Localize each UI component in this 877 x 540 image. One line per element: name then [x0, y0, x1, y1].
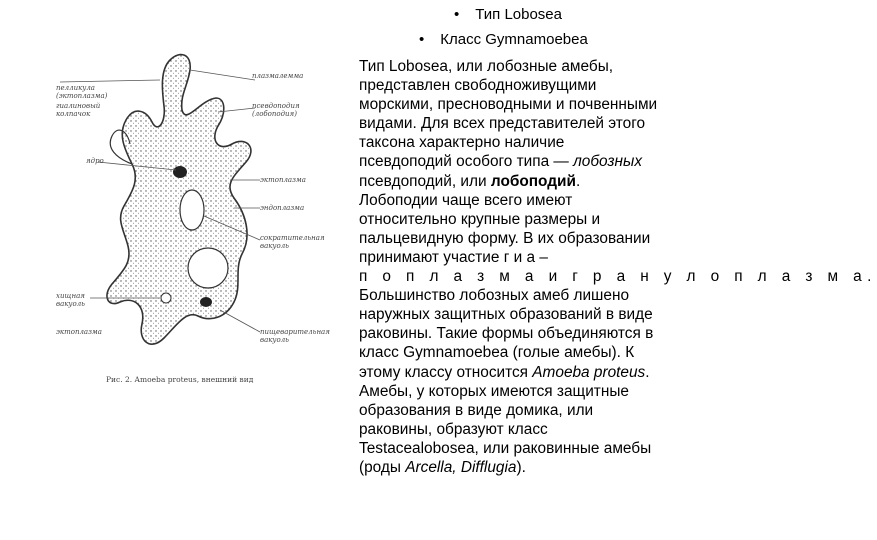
- text-line: [359, 152, 715, 171]
- text-line: Лобоподии чаще всего имеют: [359, 191, 573, 209]
- text-line: морскими, пресноводными и почвенными: [359, 96, 658, 114]
- nucleus: [173, 166, 187, 178]
- text-line: видами. Для всех представителей этого: [359, 115, 646, 133]
- text-line: класс Gymnamoebea (голые амебы). К: [359, 344, 635, 362]
- text-run: .: [575, 172, 581, 190]
- contractile-vacuole: [180, 190, 204, 230]
- text-line: [359, 248, 715, 267]
- bullet-class: [419, 31, 588, 48]
- term-genera: Arcella, Difflugia: [405, 458, 517, 476]
- text-line: Testacealobosea, или раковинные амебы: [359, 439, 652, 457]
- text-run: псевдоподий особого типа —: [359, 153, 574, 171]
- label-pellicle: пелликула (эктоплазма): [56, 84, 108, 100]
- text-line: представлен свободноживущими: [359, 77, 597, 95]
- term-lobose: лобозных: [573, 153, 643, 171]
- text-line: [359, 363, 715, 382]
- label-endoplasm: эндоплазма: [260, 204, 305, 212]
- text-line: Большинство лобозных амеб лишено: [359, 287, 630, 305]
- text-run: ).: [516, 458, 526, 476]
- text-line: раковины. Такие формы объединяются в: [359, 325, 654, 343]
- text-line: Тип Lobosea, или лобозные амебы,: [359, 58, 614, 75]
- nucleus-lower: [200, 297, 212, 307]
- text-line: относительно крупные размеры и: [359, 210, 601, 228]
- term-lobopodia: лобоподий: [490, 172, 576, 190]
- label-nucleus: ядро: [86, 157, 104, 165]
- body-text: [359, 57, 877, 477]
- spaced-term: г и а –: [503, 248, 548, 266]
- text-line: пальцевидную форму. В их образовании: [359, 229, 651, 247]
- type-heading: Тип Lobosea: [475, 6, 562, 23]
- text-run: этому классу относится: [359, 363, 533, 381]
- label-digestive-vacuole: пищеварительная вакуоль: [260, 328, 330, 344]
- text-line: раковины, образуют класс: [359, 420, 548, 438]
- bullet-dot: •: [454, 6, 460, 23]
- text-run: принимают участие: [359, 248, 504, 266]
- text-run: .: [645, 363, 650, 381]
- label-ectoplasm: эктоплазма: [260, 176, 306, 184]
- label-pseudopodium: псевдоподия (лобоподия): [252, 102, 300, 118]
- bullet-dot: •: [419, 31, 425, 48]
- label-predatory-vacuole: хищная вакуоль: [56, 292, 85, 308]
- term-amoeba-proteus: Amoeba proteus: [532, 363, 646, 381]
- text-line: таксона характерно наличие: [359, 134, 565, 152]
- text-line: Амебы, у которых имеются защитные: [359, 382, 629, 400]
- class-heading: Класс Gymnamoebea: [440, 31, 588, 48]
- text-line: [359, 172, 715, 191]
- small-vacuole: [161, 293, 171, 303]
- pointer-line: [60, 80, 160, 82]
- text-line: наружных защитных образований в виде: [359, 306, 653, 324]
- bullet-type: [454, 6, 562, 23]
- food-vacuole: [188, 248, 228, 288]
- text-line: [359, 458, 715, 477]
- label-hyaline-cap: гиалиновый колпачок: [56, 102, 101, 118]
- label-contractile-vacuole: сократительная вакуоль: [260, 234, 325, 250]
- text-run: псевдоподий, или: [359, 172, 491, 190]
- amoeba-figure: [20, 40, 350, 400]
- text-line-spaced: п о п л а з м а и г р а н у л о п л а з м а.: [359, 268, 877, 286]
- label-plasmalemma: плазмалемма: [252, 72, 304, 80]
- text-run: (роды: [359, 458, 406, 476]
- label-ectoplasm-lower: эктоплазма: [56, 328, 102, 336]
- pointer-line: [190, 70, 255, 80]
- figure-caption: Рис. 2. Amoeba proteus, внешний вид: [106, 375, 254, 384]
- pointer-line: [220, 310, 260, 332]
- text-line: образования в виде домика, или: [359, 401, 594, 419]
- amoeba-body: [107, 55, 251, 345]
